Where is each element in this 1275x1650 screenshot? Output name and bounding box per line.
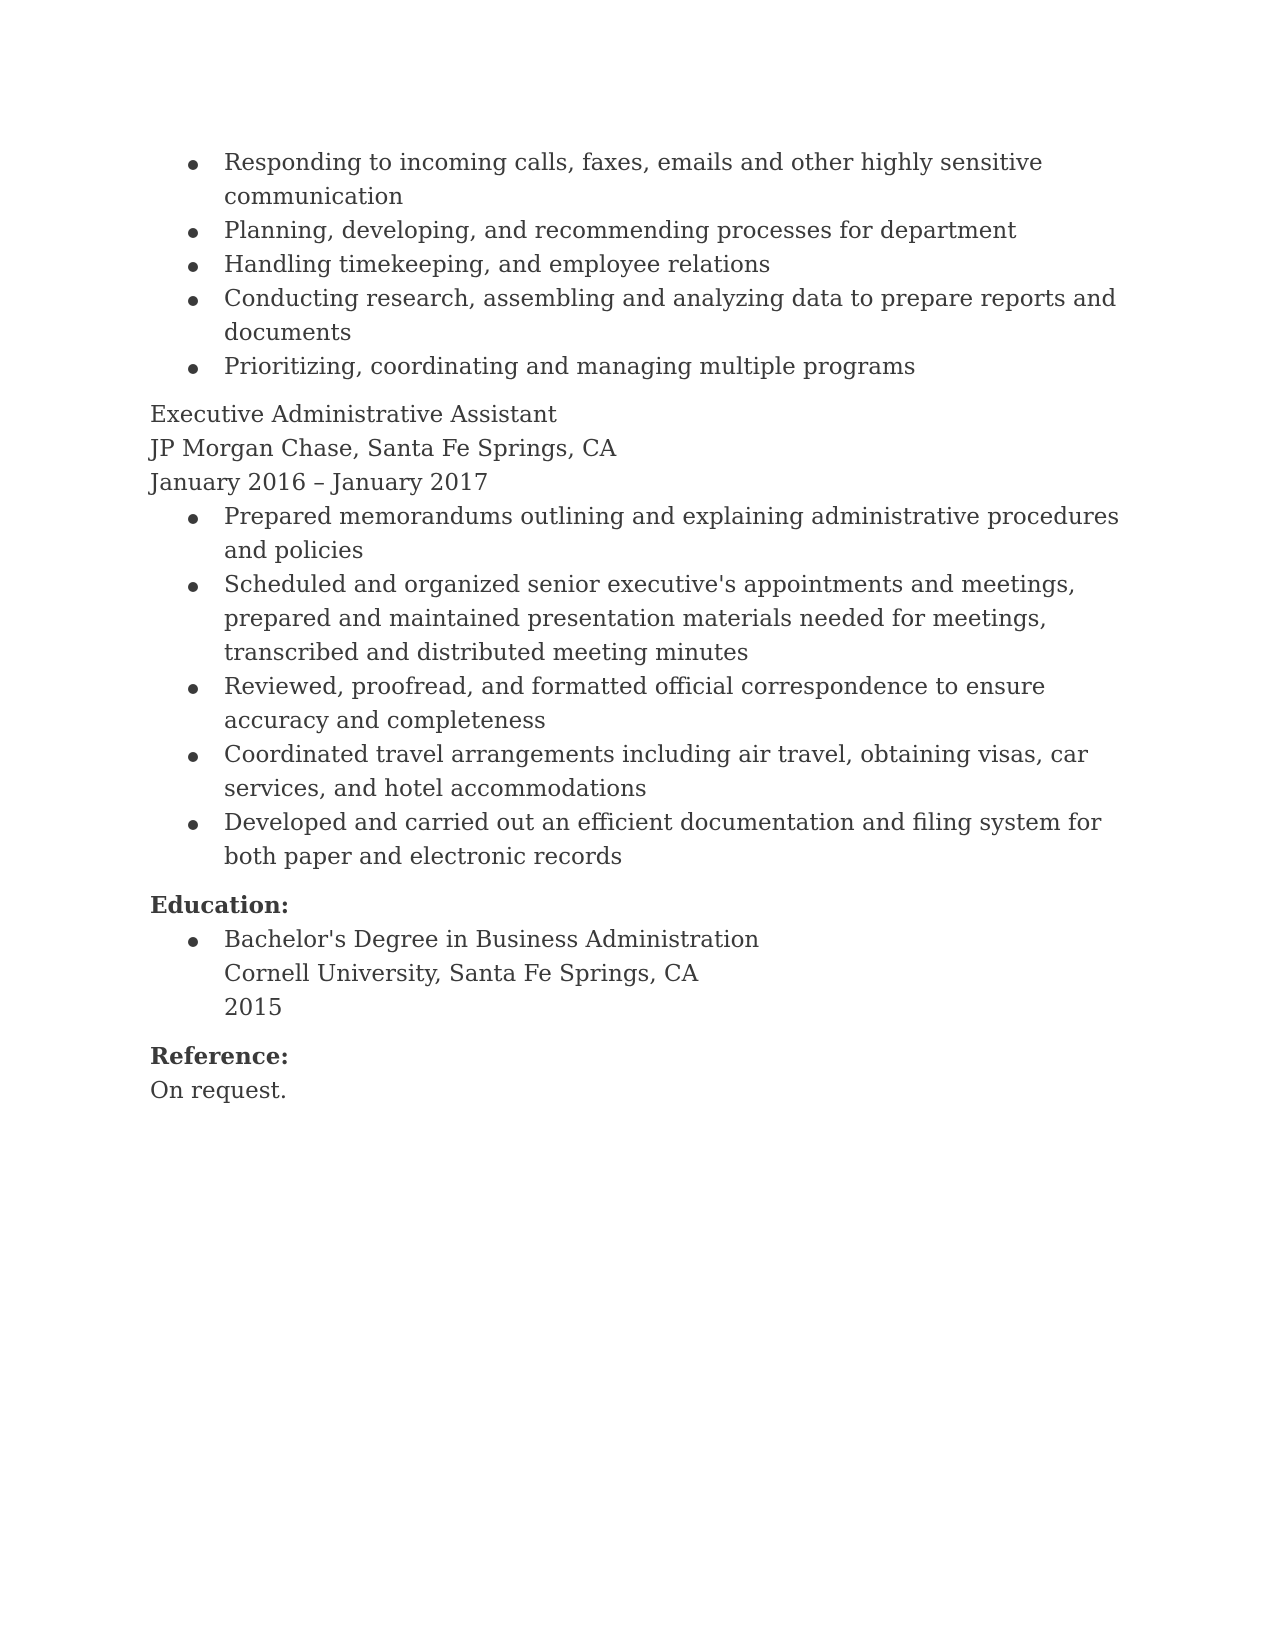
reference-text: On request. xyxy=(150,1078,288,1104)
list-item xyxy=(150,282,1130,350)
list-item xyxy=(150,806,1130,874)
duty-text: Reviewed, proofread, and formatted official correspondence to ensure accuracy and completeness xyxy=(224,674,1046,734)
education-year: 2015 xyxy=(224,995,283,1021)
education-list xyxy=(150,923,1130,1025)
reference-heading: Reference: xyxy=(150,1043,289,1070)
list-item xyxy=(150,214,1130,248)
bullet-icon xyxy=(188,937,198,947)
list-item xyxy=(150,568,1130,670)
list-item xyxy=(150,146,1130,214)
list-item xyxy=(150,248,1130,282)
duty-text: Conducting research, assembling and analyzing data to prepare reports and documents xyxy=(224,286,1117,346)
duty-text: Handling timekeeping, and employee relations xyxy=(224,252,771,278)
duty-text: Coordinated travel arrangements including air travel, obtaining visas, car services, and hotel accommodations xyxy=(224,742,1088,802)
list-item xyxy=(150,738,1130,806)
duty-text: Responding to incoming calls, faxes, emails and other highly sensitive communication xyxy=(224,150,1043,210)
resume-content xyxy=(150,146,1130,1108)
list-item xyxy=(150,670,1130,738)
bullet-icon xyxy=(188,514,198,524)
job-company: JP Morgan Chase, Santa Fe Springs, CA xyxy=(150,436,617,462)
duty-text: Scheduled and organized senior executive's appointments and meetings, prepared and maintained presentation materials needed for meetings, transcribed and distributed meeting minutes xyxy=(224,572,1076,666)
bullet-icon xyxy=(188,684,198,694)
duty-text: Developed and carried out an efficient documentation and filing system for both paper and electronic records xyxy=(224,810,1102,870)
bullet-icon xyxy=(188,262,198,272)
list-item xyxy=(150,923,1130,1025)
bullet-icon xyxy=(188,228,198,238)
duty-text: Prepared memorandums outlining and explaining administrative procedures and policies xyxy=(224,504,1120,564)
bullet-icon xyxy=(188,820,198,830)
duty-text: Planning, developing, and recommending processes for department xyxy=(224,218,1017,244)
job-dates: January 2016 – January 2017 xyxy=(150,470,489,496)
bullet-icon xyxy=(188,752,198,762)
second-job-duties-list xyxy=(150,500,1130,874)
first-job-duties-list xyxy=(150,146,1130,384)
bullet-icon xyxy=(188,364,198,374)
education-school: Cornell University, Santa Fe Springs, CA xyxy=(224,961,699,987)
bullet-icon xyxy=(188,160,198,170)
duty-text: Prioritizing, coordinating and managing multiple programs xyxy=(224,354,916,380)
bullet-icon xyxy=(188,296,198,306)
education-heading: Education: xyxy=(150,892,290,919)
education-degree: Bachelor's Degree in Business Administration xyxy=(224,927,760,953)
bullet-icon xyxy=(188,582,198,592)
list-item xyxy=(150,500,1130,568)
job-title: Executive Administrative Assistant xyxy=(150,402,557,428)
list-item xyxy=(150,350,1130,384)
